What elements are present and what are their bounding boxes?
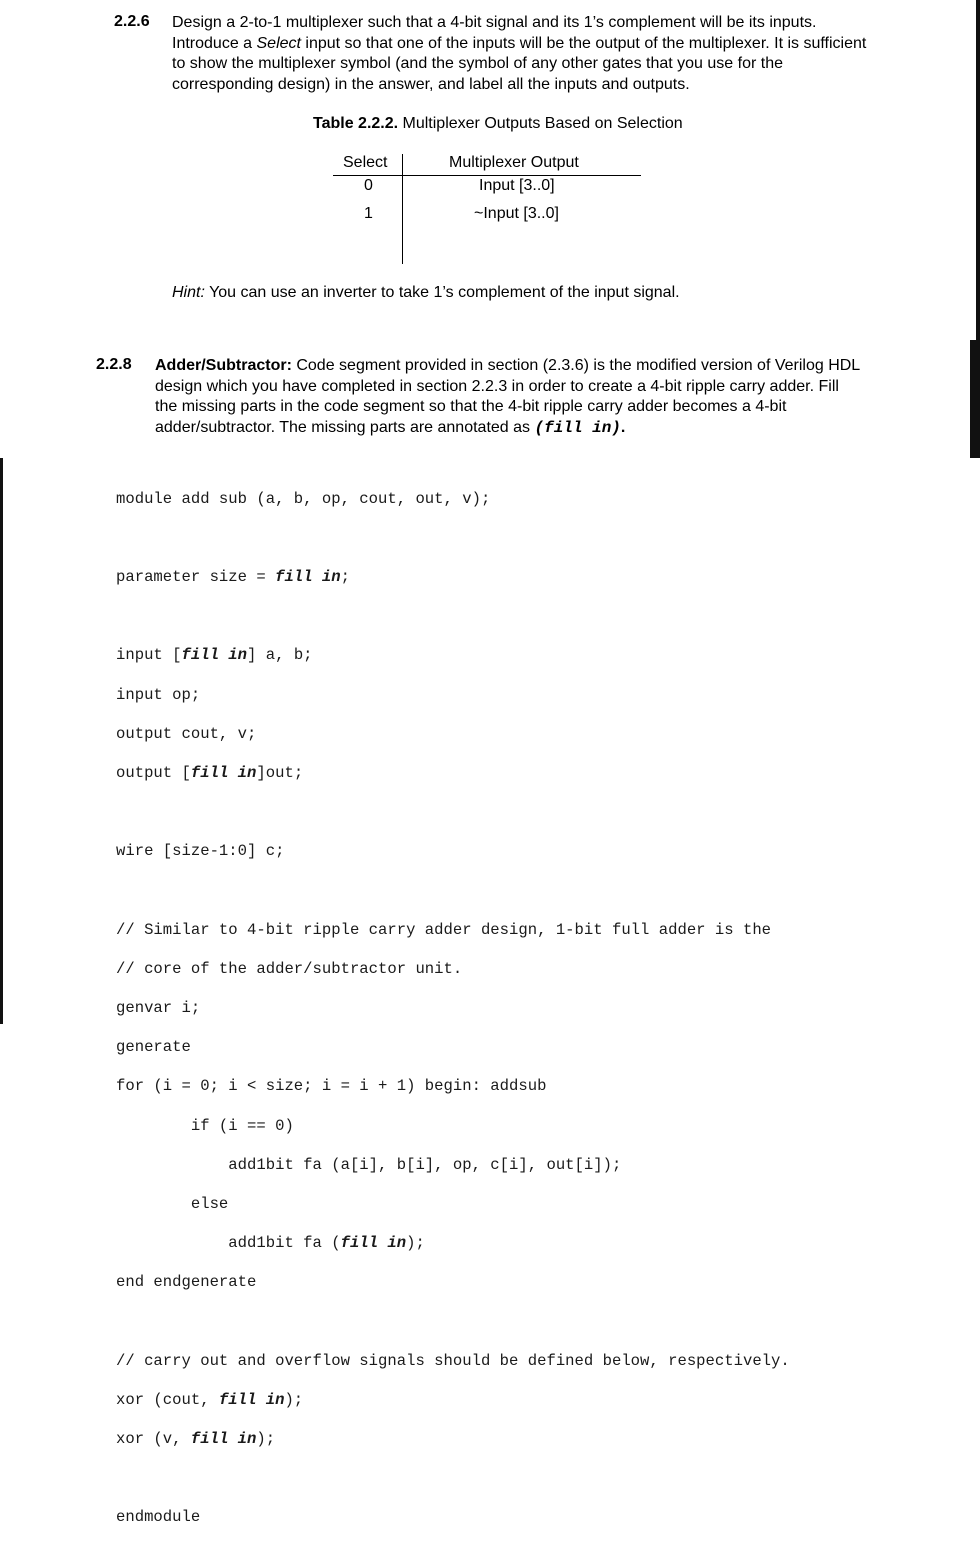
page-edge-right-lower [970, 340, 980, 458]
code-blank [116, 607, 790, 627]
code-line-fa-first: add1bit fa (a[i], b[i], op, c[i], out[i]); [116, 1155, 622, 1174]
table-header-select: Select [343, 154, 388, 171]
code-blank [116, 1313, 790, 1333]
code-line-comment-1: // Similar to 4-bit ripple carry adder design, 1-bit full adder is the [116, 920, 772, 939]
table-row-0-output: Input [3..0] [479, 177, 555, 194]
table-header-output: Multiplexer Output [449, 154, 579, 171]
fill-in-placeholder: fill in [340, 1234, 407, 1253]
code-text: ] a, b; [247, 646, 313, 665]
fill-in-placeholder: fill in [190, 1430, 257, 1449]
code-blank [116, 1469, 790, 1489]
code-text: ); [256, 1430, 276, 1449]
code-line-endgenerate: end endgenerate [116, 1273, 257, 1292]
code-text: add1bit fa ( [116, 1234, 341, 1253]
section-228-end: . [620, 418, 626, 436]
code-line-generate: generate [116, 1038, 191, 1057]
table-caption-text: Multiplexer Outputs Based on Selection [398, 115, 683, 132]
code-blank [116, 529, 790, 549]
code-text: output [ [116, 763, 191, 782]
table-row-0-select: 0 [364, 177, 373, 194]
table-row-1-select: 1 [364, 205, 373, 222]
code-text: input [ [116, 646, 182, 665]
code-line-for: for (i = 0; i < size; i = i + 1) begin: addsub [116, 1077, 547, 1096]
section-226-paragraph [172, 13, 872, 95]
section-226-text-b: input so that one of the inputs will be the output of the multiplexer. It is sufficient to show the multiplexer symbol (and the symbol of any other gates that you use for the corresponding design) in the answer, and label all the inputs and outputs. [172, 34, 867, 93]
code-text: xor (v, [116, 1430, 191, 1449]
code-line-endmodule: endmodule [116, 1508, 201, 1527]
code-blank [116, 881, 790, 901]
code-blank [116, 803, 790, 823]
code-text: xor (cout, [116, 1390, 219, 1409]
section-226-number: 2.2.6 [114, 13, 150, 30]
fill-in-placeholder: fill in [218, 1390, 285, 1409]
fill-in-placeholder: fill in [181, 646, 248, 665]
code-line-comment-3: // carry out and overflow signals should be defined below, respectively. [116, 1351, 790, 1370]
hint-label: Hint: [172, 284, 205, 301]
code-line-module: module add sub (a, b, op, cout, out, v); [116, 489, 491, 508]
code-line-input-op: input op; [116, 685, 201, 704]
section-228-text: Code segment provided in section (2.3.6) is the modified version of Verilog HDL design which you have completed in section 2.2.3 in order to create a 4-bit ripple carry adder. Fill the missing parts in the code segment so that the 4-bit ripple carry adder becomes a 4-bit adder/subtractor. The missing parts are annotated as [155, 357, 860, 436]
table-header-rule [333, 175, 641, 176]
table-column-rule [402, 154, 403, 264]
fill-in-placeholder: fill in [190, 763, 257, 782]
page-edge-left [0, 458, 3, 1024]
verilog-code-block [116, 470, 790, 1548]
table-caption-number: Table 2.2.2. [313, 115, 399, 132]
code-line-output-cout: output cout, v; [116, 724, 257, 743]
section-228-lead: Adder/Subtractor: [155, 357, 292, 374]
code-line-else: else [116, 1194, 229, 1213]
code-text: ]out; [256, 763, 304, 782]
page-edge-right [976, 0, 980, 340]
code-text: ; [340, 567, 350, 586]
mux-table [333, 154, 643, 266]
code-text: parameter size = [116, 567, 276, 586]
code-line-input-ab [116, 646, 790, 666]
code-line-output-out [116, 764, 790, 784]
section-228-number: 2.2.8 [96, 356, 132, 373]
hint [172, 284, 680, 302]
code-line-wire: wire [size-1:0] c; [116, 842, 285, 861]
code-line-xor-cout [116, 1391, 790, 1411]
fill-in-annotation: (fill in) [534, 418, 621, 437]
table-row-1-output: ~Input [3..0] [474, 205, 559, 222]
code-line-if: if (i == 0) [116, 1116, 294, 1135]
code-line-comment-2: // core of the adder/subtractor unit. [116, 959, 463, 978]
code-line-parameter [116, 568, 790, 588]
code-line-fa-rest [116, 1234, 790, 1254]
hint-text: You can use an inverter to take 1’s complement of the input signal. [204, 284, 680, 301]
section-228-paragraph [155, 356, 865, 438]
code-line-xor-v [116, 1430, 790, 1450]
select-word: Select [256, 34, 301, 52]
code-text: ); [406, 1234, 425, 1253]
fill-in-placeholder: fill in [275, 567, 341, 586]
code-line-genvar: genvar i; [116, 999, 201, 1018]
code-text: ); [284, 1390, 304, 1409]
section-226-text-a: Design a 2-to-1 multiplexer such that a 4-bit signal and its 1’s complement will be its inputs. Introduce a [172, 14, 817, 52]
table-caption [313, 115, 683, 133]
